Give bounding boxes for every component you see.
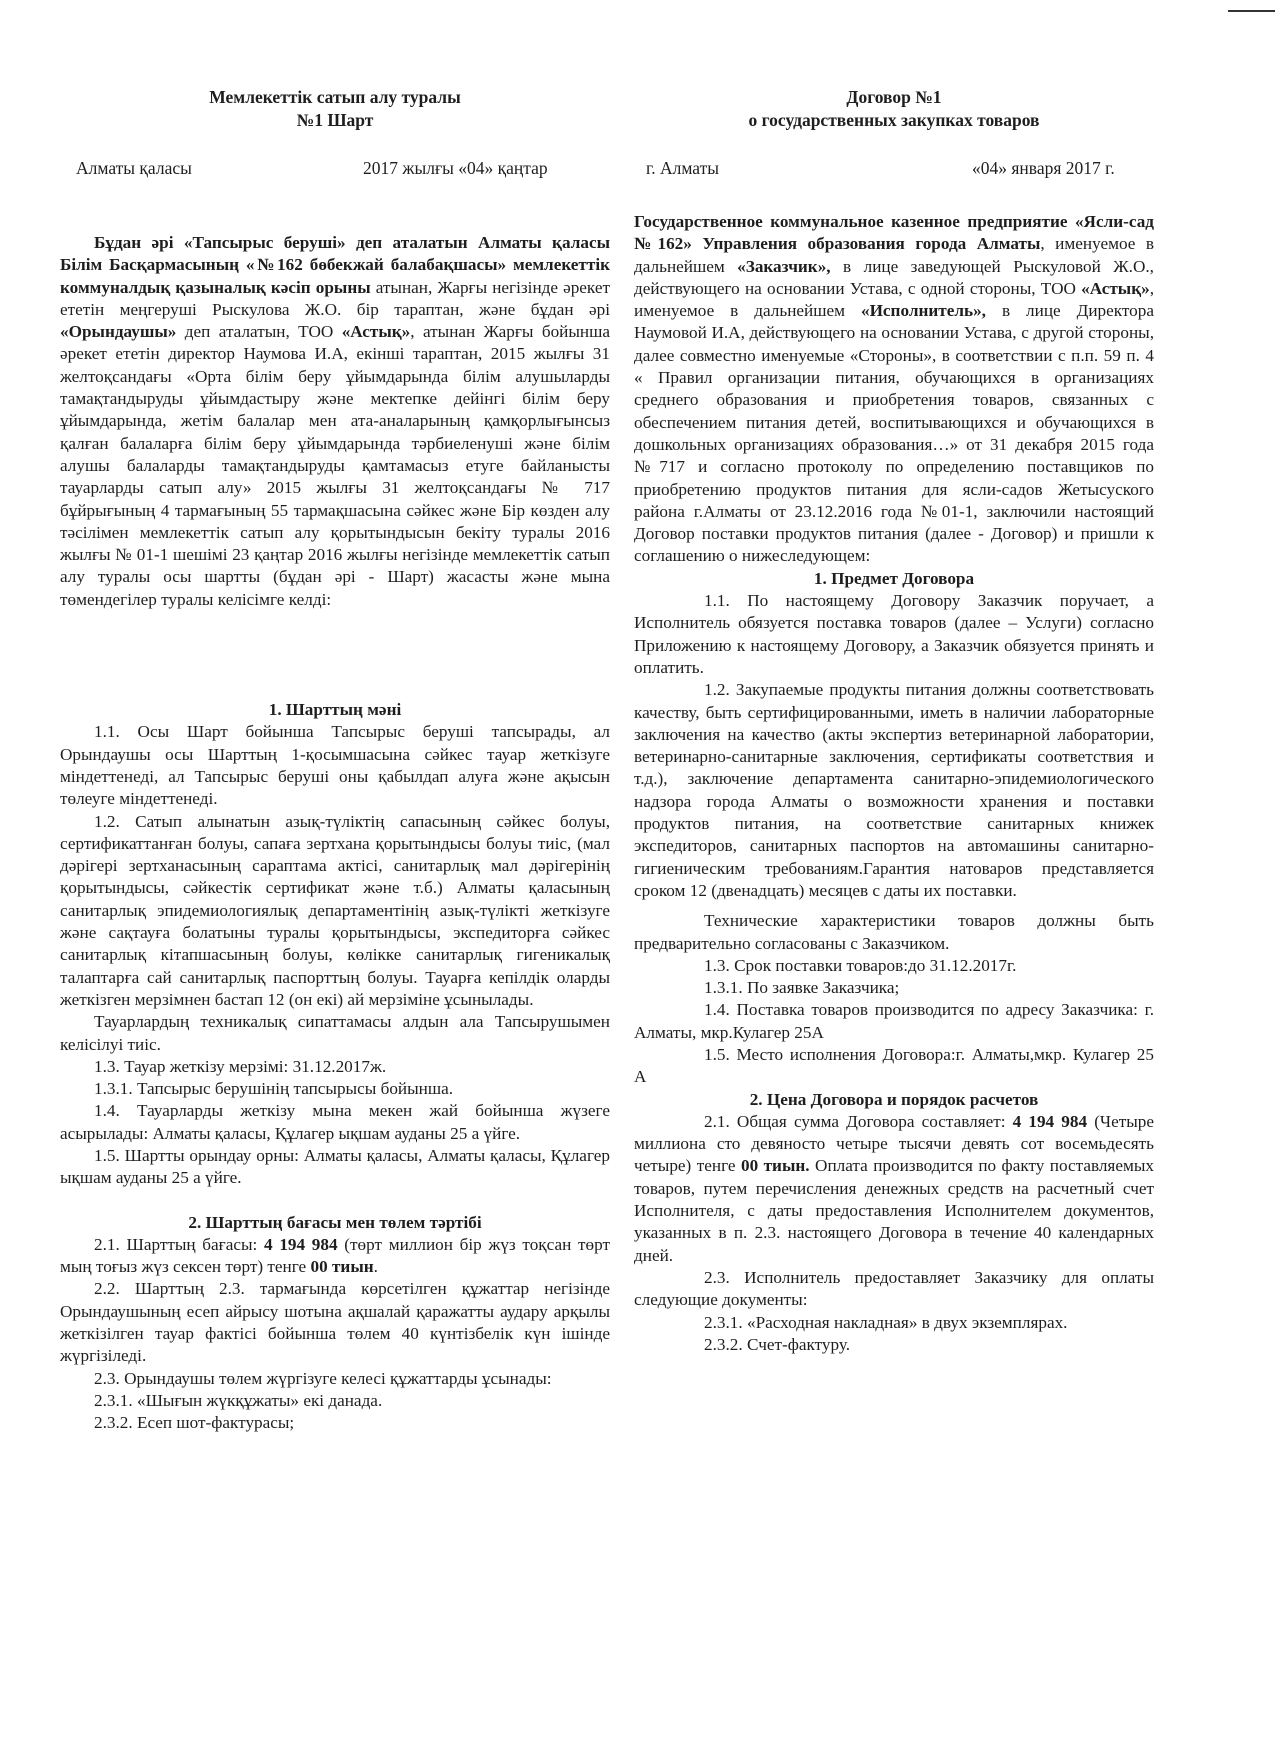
ru-clause-1-3: 1.3. Срок поставки товаров:до 31.12.2017г. [704, 955, 1017, 975]
kz-column [60, 232, 610, 1435]
kz-clause-1-2: 1.2. Сатып алынатын азық-түліктің сапасының сәйкес болуы, сертификаттанған болуы, сапаға зертхана қорытындысы болуы тиіс, (мал дәрігері зертханасының сараптама актісі, санитарлық мал дәрігерінің қорытындысы, сәйкестік сертификат және т.б.) Алматы қаласының санитарлық эпидемиологиялық департаментінің азық-түлікті жеткізуге және сақтауға болатыны туралы қорытындысы, экспедиторға сәйкес санитарлық кітапшасының болуы, көлікке санитарлық гигеникалық талаптарға сай санитарлық паспорттың болуы. Тауарға кепілдік оларды жеткізген мерзімнен бастап 12 (он екі) ай мерзіміне ұсынылады. [60, 811, 610, 1009]
ru-clause-2-1: 2.1. Общая сумма Договора составляет: 4 194 984 (Четыре миллиона сто девяносто четыре тысячи девять сот восемьдесять четыре) тенге 00 тиын. Оплата производится по факту поставляемых товаров, путем перечисления денежных средств на расчетный счет Исполнителя, с даты предоставления Исполнителем документов, указанных в п. 2.3. настоящего Договора в течение 40 календарных дней. [634, 1111, 1154, 1265]
ru-clause-2-3: 2.3. Исполнитель предоставляет Заказчику для оплаты следующие документы: [634, 1267, 1154, 1310]
ru-contract-sum: 4 194 984 [1012, 1111, 1088, 1131]
kz-clause-2-1: 2.1. Шарттың бағасы: 4 194 984 (төрт миллион бір жүз тоқсан төрт мың тоғыз жүз сексен төрт) тенге 00 тиын. [60, 1234, 611, 1277]
ru-clause-1-1: 1.1. По настоящему Договору Заказчик поручает, а Исполнитель обязуется поставка товаров (далее – Услуги) согласно Приложению к настоящему Договору, а Заказчик обязуется принять и оплатить. [634, 591, 1154, 677]
scan-edge-mark [1228, 10, 1275, 12]
kz-clause-1-1: 1.1. Осы Шарт бойынша Тапсырыс беруші тапсырады, ал Орындаушы осы Шарттың 1-қосымшасына сәйкес тауар жеткізуге міндеттенеді, ал Тапсырыс беруші оны қабылдап алуға және ақысын төлеуге міндеттенеді. [60, 722, 610, 809]
kz-title [60, 86, 610, 132]
kz-section1-title: 1. Шарттың мәні [268, 700, 402, 720]
kz-clause-1-3: 1.3. Тауар жеткізу мерзімі: 31.12.2017ж. [94, 1056, 387, 1076]
ru-clause-1-4: 1.4. Поставка товаров производится по адресу Заказчика: г. Алматы, мкр.Кулагер 25А [634, 1000, 1154, 1042]
kz-clause-2-3-1: 2.3.1. «Шығын жүкқұжаты» екі данада. [94, 1390, 383, 1410]
kz-clause-2-2: 2.2. Шарттың 2.3. тармағында көрсетілген құжаттар негізінде Орындаушының есеп айрысу шотына ақшалай қаражатты аудару арқылы жеткізілген тауар фактісі бойынша төлем 40 күнтізбелік күн ішінде жүргізіледі. [60, 1279, 610, 1366]
kz-clause-2-3: 2.3. Орындаушы төлем жүргізуге келесі құжаттарды ұсынады: [94, 1368, 552, 1388]
kz-clause-1-5: 1.5. Шартты орындау орны: Алматы қаласы, Алматы қаласы, Құлагер ықшам ауданы 25 а үйге. [60, 1145, 610, 1188]
ru-intro-party: Государственное коммунальное казенное предприятие «Ясли-сад №162» Управления образования города Алматы [634, 212, 1154, 254]
ru-tech-spec: Технические характеристики товаров должны быть предварительно согласованы с Заказчиком. [634, 911, 1154, 953]
ru-city: г. Алматы [646, 158, 719, 178]
ru-intro: Государственное коммунальное казенное предприятие «Ясли-сад №162» Управления образования города Алматы, именуемое в дальнейшем «Заказчик», в лице заведующей Рыскуловой Ж.О., действующего на основании Устава, с одной стороны, ТОО «Астық», именуемое в дальнейшем «Исполнитель», в лице Директора Наумовой И.А, действующего на основании Устава, с другой стороны, далее совместно именуемые «Стороны», в соответствии с п.п. 59 п. 4 « Правил организации питания, обучающихся в организациях среднего образования и приобретения товаров, связанных с обеспечением питания детей, воспитывающихся и обучающихся в дошкольных организациях образования…» от 31 декабря 2015 года №717 и согласно протоколу по определению поставщиков по приобретению продуктов питания для ясли-садов Жетысуского района г.Алматы от 23.12.2016 года №01-1, заключили настоящий Договор поставки продуктов питания (далее - Договор) и пришли к соглашению о нижеследующем: [634, 212, 1154, 566]
ru-clause-2-3-1: 2.3.1. «Расходная накладная» в двух экземплярах. [704, 1312, 1068, 1332]
kz-intro: Бұдан әрі «Тапсырыс беруші» деп аталатын Алматы қаласы Білім Басқармасының «№162 бөбекжай балабақшасы» мемлекеттік коммуналдық қазыналық кәсіп орыны атынан, Жарғы негізінде әрекет ететін меңгеруші Рыскулова Ж.О. бір тараптан, және бұдан әрі «Орындаушы» деп аталатын, ТОО «Астық», атынан Жарғы бойынша әрекет ететін директор Наумова И.А, екінші тараптан, 2015 жылғы 31 желтоқсандағы «Орта білім беру ұйымдарында білім алушыларды тамақтандыруды ұйымдастыру және мектепке дейінгі білім беру ұйымдарында, жетім балалар мен ата-аналарының қамқорлығынсыз қалған балаларға білім беру ұйымдарында тәрбиеленуші және білім алушы балаларды тамақтандыруды қамтамасыз етуге байланысты тауарларды сатып алу» 2015 жылғы 31 желтоқсандағы № 717 бұйрығының 4 тармағының 55 тармақшасына сәйкес және Бір көзден алу тәсілімен мемлекеттік сатып алу қорытындысын бекіту туралы 2016 жылғы № 01-1 шешімі 23 қаңтар 2016 жылғы негізінде мемлекеттік сатып алу туралы осы шартты (бұдан әрі - Шарт) жасасты және мына төмендегілер туралы келісімге келді: [60, 233, 610, 609]
kz-contract-sum: 4 194 984 [264, 1234, 338, 1254]
kz-tech-spec: Тауарлардың техникалық сипаттамасы алдын ала Тапсырушымен келісілуі тиіс. [60, 1012, 610, 1054]
kz-title-line2: №1 Шарт [296, 110, 374, 130]
ru-clause-1-5: 1.5. Место исполнения Договора:г. Алматы,мкр. Кулагер 25 А [634, 1044, 1154, 1087]
kz-date: 2017 жылғы «04» қаңтар [363, 158, 548, 178]
ru-section2-title: 2. Цена Договора и порядок расчетов [749, 1089, 1039, 1109]
kz-clause-1-4: 1.4. Тауарларды жеткізу мына мекен жай бойынша жүзеге асырылады: Алматы қаласы, Құлагер ықшам ауданы 25 а үйге. [60, 1101, 610, 1143]
kz-intro-party: Бұдан әрі «Тапсырыс беруші» деп аталатын Алматы қаласы Білім Басқармасының «№162 бөбекжай балабақшасы» мемлекеттік коммуналдық қазыналық кәсіп орыны [60, 233, 610, 297]
kz-title-line1: Мемлекеттік сатып алу туралы [209, 87, 461, 107]
ru-title-line1: Договор №1 [846, 87, 942, 107]
ru-date: «04» января 2017 г. [972, 158, 1115, 178]
ru-column [634, 211, 1154, 1356]
ru-clause-2-3-2: 2.3.2. Счет-фактуру. [704, 1334, 851, 1354]
kz-section2-title: 2. Шарттың бағасы мен төлем тәртібі [188, 1212, 482, 1232]
ru-clause-1-2: 1.2. Закупаемые продукты питания должны соответствовать качеству, быть сертифицированными, иметь в наличии лабораторные заключения на качество (акты экспертиз ветеринарной лаборатории, ветеринарно-санитарные заключения, сертификаты соответствия и т.д.), заключение департамента санитарно-эпидемиологического надзора города Алматы о возможности хранения и поставки продуктов питания, на соответствие санитарных книжек экспедиторов, санитарных паспортов на автомашины санитарно-гигиеническим требованиям.Гарантия натоваров представляется сроком 12 (двенадцать) месяцев с даты их поставки. [634, 680, 1154, 900]
ru-title [634, 86, 1154, 132]
kz-clause-2-3-2: 2.3.2. Есеп шот-фактурасы; [94, 1413, 295, 1433]
ru-title-line2: о государственных закупках товаров [748, 110, 1040, 130]
ru-section1-title: 1. Предмет Договора [813, 568, 975, 588]
kz-clause-1-3-1: 1.3.1. Тапсырыс берушінің тапсырысы бойынша. [94, 1079, 454, 1099]
kz-city: Алматы қаласы [76, 158, 192, 178]
ru-clause-1-3-1: 1.3.1. По заявке Заказчика; [704, 978, 900, 998]
